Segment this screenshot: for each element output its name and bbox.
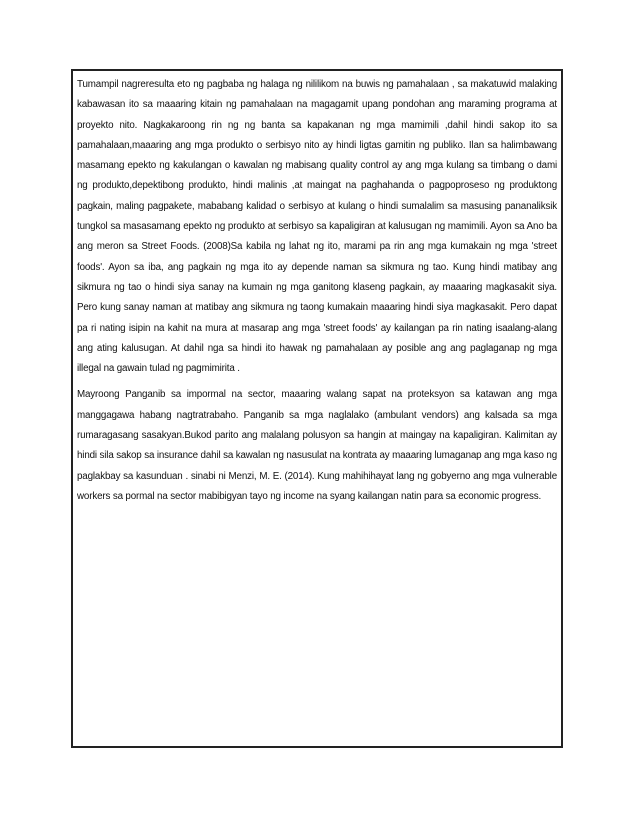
paragraph-2: Mayroong Panganib sa impormal na sector, maaaring walang sapat na proteksyon sa katawan ang mga manggagawa habang nagtratrabaho. Panganib sa mga naglalako (ambulant vendors) ang kalsada sa mga rumaragasang sasakyan.Bukod parito ang malalang polusyon sa hangin at maingay na kapaligiran. Kalimitan ay hindi sila sakop sa insurance dahil sa kawalan ng nasusulat na kontrata ay maaaring lumaganap ang mga kaso ng paglakbay sa kasunduan . sinabi ni Menzi, M. E. (2014). Kung mahihihayat lang ng gobyerno ang mga vulnerable workers sa pormal na sector mabibigyan tayo ng income na syang kailangan natin para sa economic progress. — [77, 389, 557, 502]
text-box-content — [77, 75, 557, 507]
paragraph-1: Tumampil nagreresulta eto ng pagbaba ng halaga ng nililikom na buwis ng pamahalaan , sa makatuwid malaking kabawasan ito sa maaaring kitain ng pamahalaan na magagamit upang pondohan ang maraming programa at proyekto nito. Nagkakaroong rin ng ng banta sa kapakanan ng mga mamimili ,dahil hindi sakop ito sa pamahalaan,maaaring ang mga produkto o serbisyo nito ay hindi ligtas gamitin ng publiko. Ilan sa halimbawang masamang epekto ng kakulangan o kawalan ng mabisang quality control ay ang mga kulang sa timbang o dami ng produkto,depektibong produkto, hindi malinis ,at maingat na paghahanda o pagpoproseso ng produktong pagkain, maling pagpakete, mababang kalidad o serbisyo at kulang o hindi sumalalim sa masusing pananaliksik tungkol sa masasamang epekto ng produkto at serbisyo sa kapaligiran at kalusugan ng mamimili. Ayon sa Ano ba ang meron sa Street Foods. (2008)Sa kabila ng lahat ng ito, marami pa rin ang mga kumakain ng mga 'street foods'. Ayon sa iba, ang pagkain ng mga ito ay depende naman sa sikmura ng tao. Kung hindi matibay ang sikmura ng tao o hindi siya sanay na kumain ng mga ganitong klaseng pagkain, ay maaaring magkasakit siya. Pero kung sanay naman at matibay ang sikmura ng taong kumakain maaaring hindi siya magkasakit. Pero dapat pa ri nating isipin na kahit na mura at masarap ang mga 'street foods' ay kailangan pa rin nating isaalang-alang ang ating kalusugan. At dahil nga sa hindi ito hawak ng pamahalaan ay posible ang ang paglaganap ng mga illegal na gawain tulad ng pagmimirita . — [77, 79, 557, 375]
text-box-border — [71, 69, 563, 748]
